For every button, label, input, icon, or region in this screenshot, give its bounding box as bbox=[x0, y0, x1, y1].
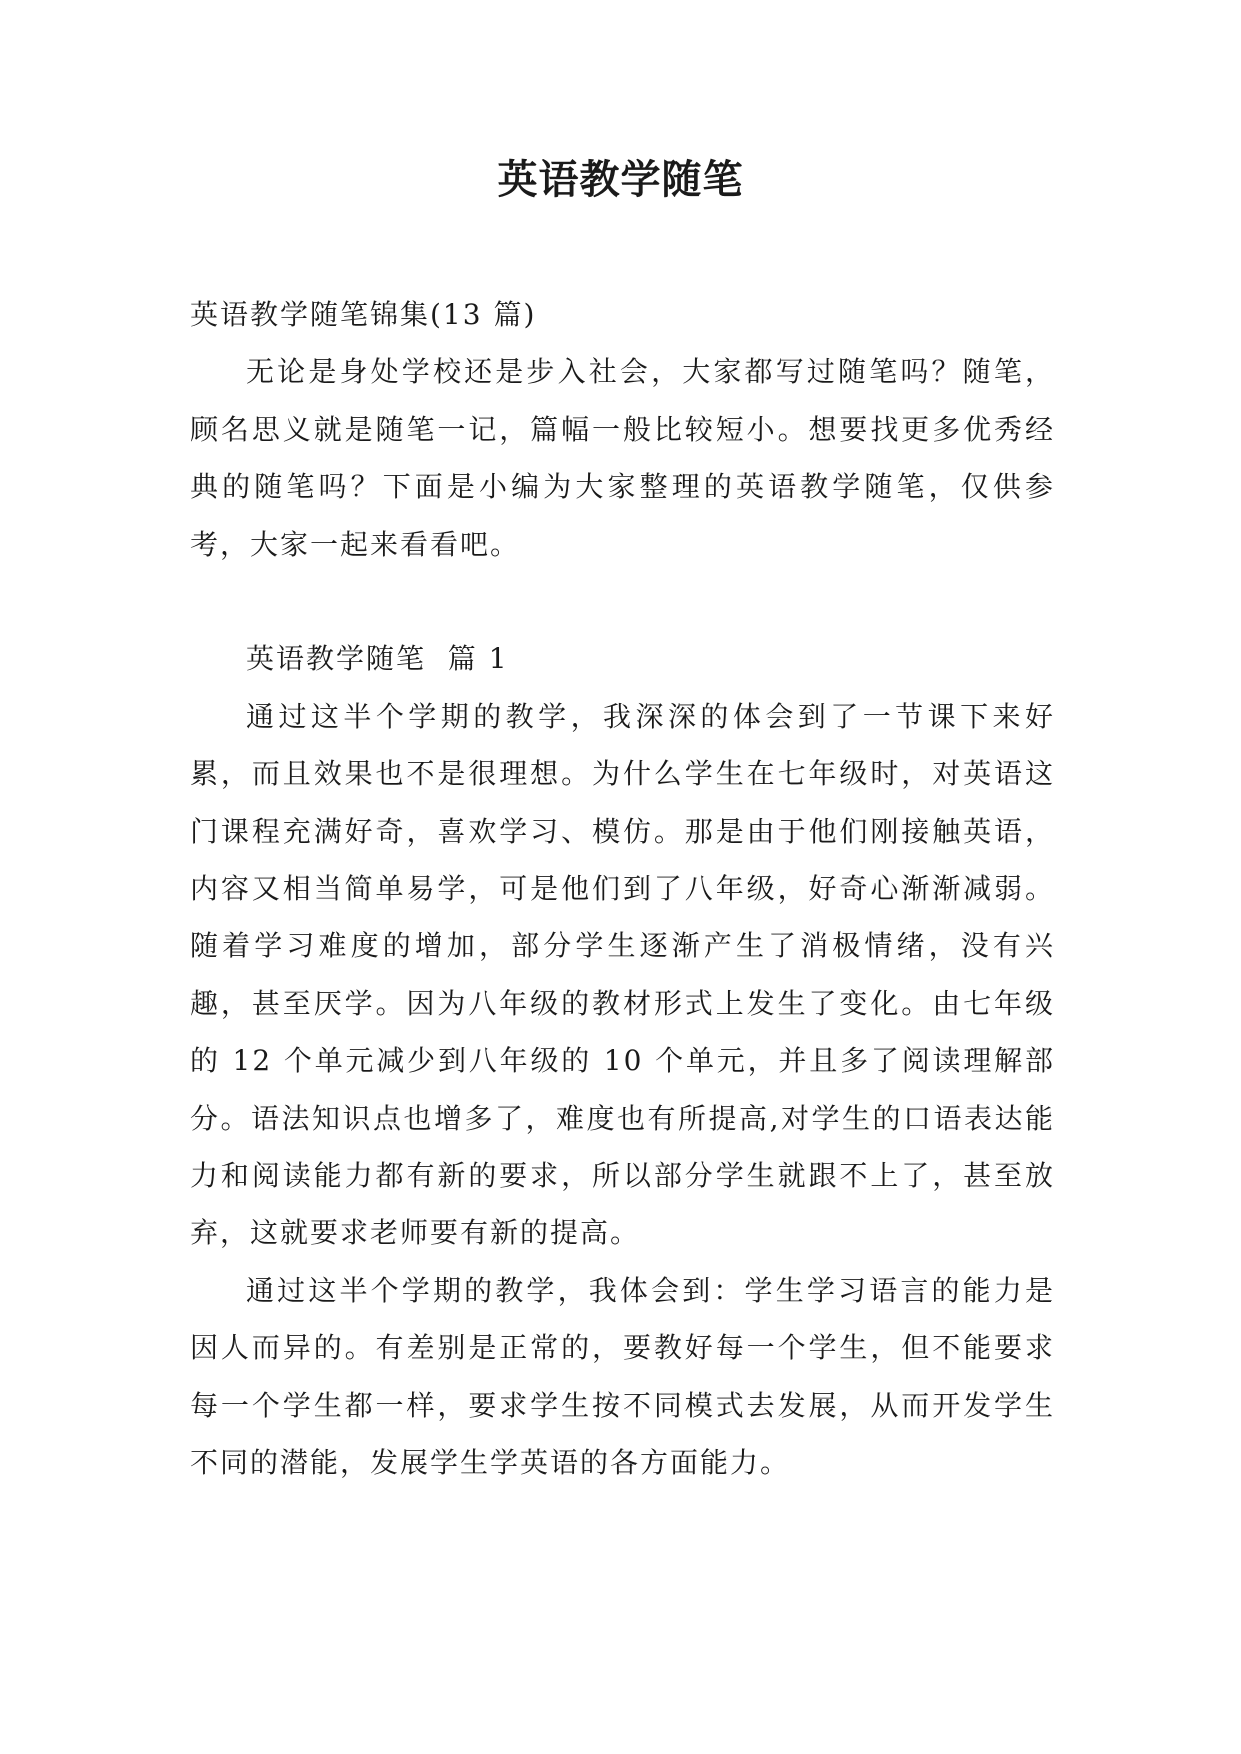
body-paragraph-2: 通过这半个学期的教学，我体会到：学生学习语言的能力是因人而异的。有差别是正常的，要教好每一个学生，但不能要求每一个学生都一样，要求学生按不同模式去发展，从而开发学生不同的潜能，发展学生学英语的各方面能力。 bbox=[190, 1273, 1055, 1480]
body-paragraph-1: 通过这半个学期的教学，我深深的体会到了一节课下来好累，而且效果也不是很理想。为什么学生在七年级时，对英语这门课程充满好奇，喜欢学习、模仿。那是由于他们刚接触英语，内容又相当简单易学，可是他们到了八年级，好奇心渐渐减弱。随着学习难度的增加，部分学生逐渐产生了消极情绪，没有兴趣，甚至厌学。因为八年级的教材形式上发生了变化。由七年级的 12 个单元减少到八年级的 10 个单元，并且多了阅读理解部分。语法知识点也增多了，难度也有所提高,对学生的口语表达能力和阅读能力都有新的要求，所以部分学生就跟不上了，甚至放弃，这就要求老师要有新的提高。 bbox=[190, 699, 1055, 1250]
document-body bbox=[190, 286, 1055, 1492]
intro-paragraph: 无论是身处学校还是步入社会，大家都写过随笔吗？随笔，顾名思义就是随笔一记，篇幅一般比较短小。想要找更多优秀经典的随笔吗？下面是小编为大家整理的英语教学随笔，仅供参考，大家一起来看看吧。 bbox=[190, 355, 1055, 561]
paragraph-gap bbox=[190, 573, 1055, 630]
document-title: 英语教学随笔 bbox=[497, 156, 744, 203]
document-subtitle: 英语教学随笔锦集(13 篇) bbox=[190, 298, 537, 331]
section-heading: 英语教学随笔 篇 1 bbox=[246, 642, 509, 676]
